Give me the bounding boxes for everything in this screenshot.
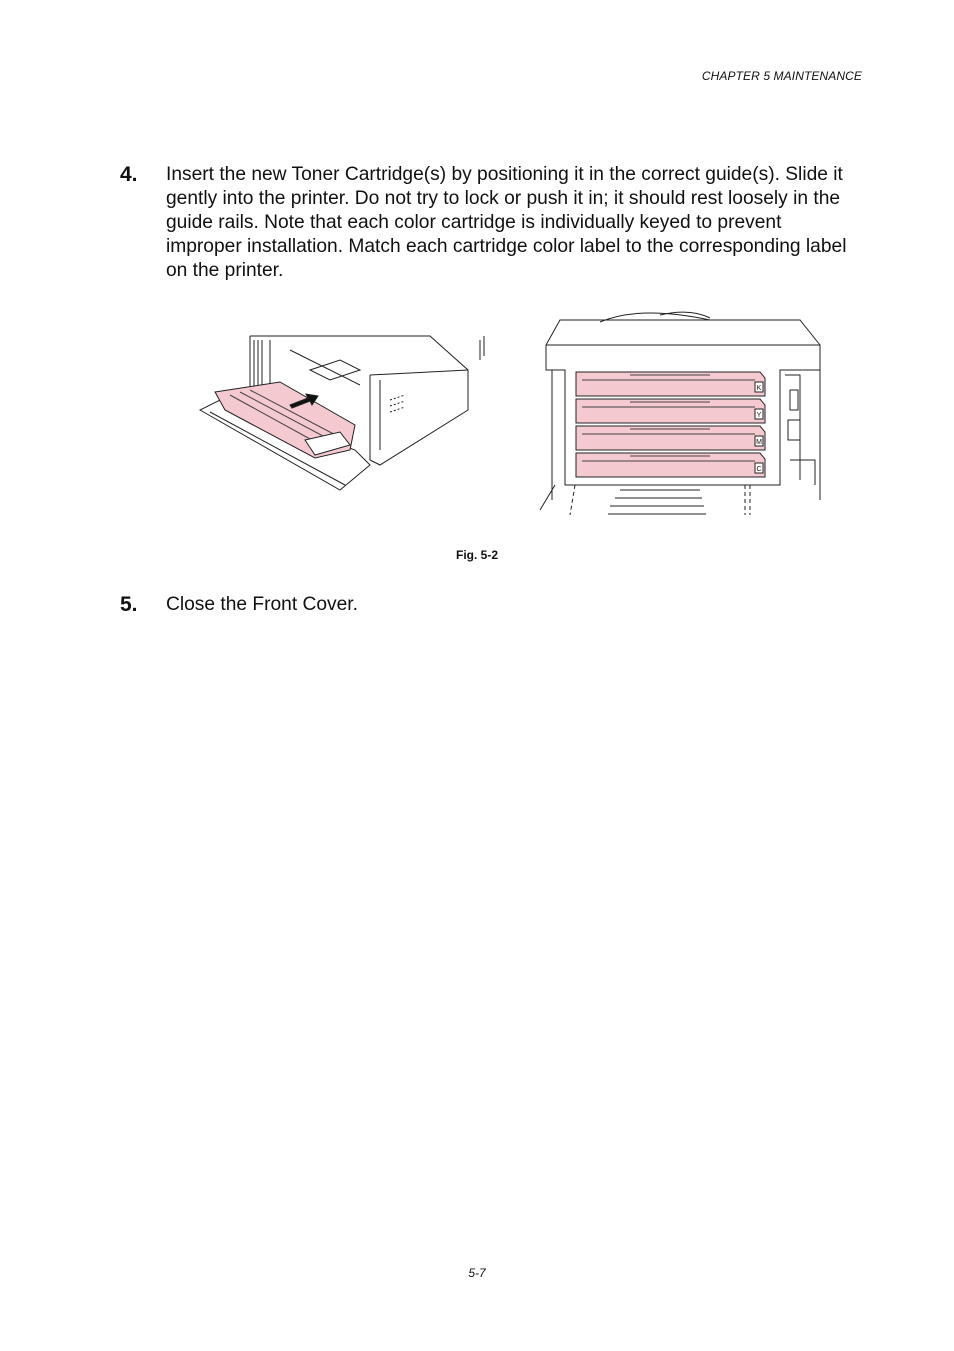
installed-cartridge [576,399,765,423]
step-text: Close the Front Cover. [166,594,358,615]
chapter-header: CHAPTER 5 MAINTENANCE [701,69,862,83]
illustration-insert-cartridge [200,336,484,490]
installed-cartridge [576,453,765,477]
figure-toner-installation [190,300,830,530]
step-number: 5. [120,593,138,616]
cartridge-color-letter: K [756,385,762,392]
cartridge-color-letter: Y [756,412,762,419]
cartridge-stack [576,372,765,477]
step-number: 4. [120,163,138,186]
illustration-installed-cartridges [540,312,820,515]
step-text: Insert the new Toner Cartridge(s) by positioning it in the correct guide(s). Slide it gently into the printer. Do not try to lock or push it in; it should rest loosely in the guide rails. Note that each color cartridge is individually keyed to prevent improper installation. Match each cartridge color label to the corresponding label on the printer. [166,164,847,281]
installed-cartridge [576,426,765,450]
page-number: 5-7 [468,1266,486,1280]
figure-caption: Fig. 5-2 [455,548,498,562]
cartridge-color-letter: C [756,466,762,473]
installed-cartridge [576,372,765,396]
cartridge-color-letter: M [756,439,762,446]
